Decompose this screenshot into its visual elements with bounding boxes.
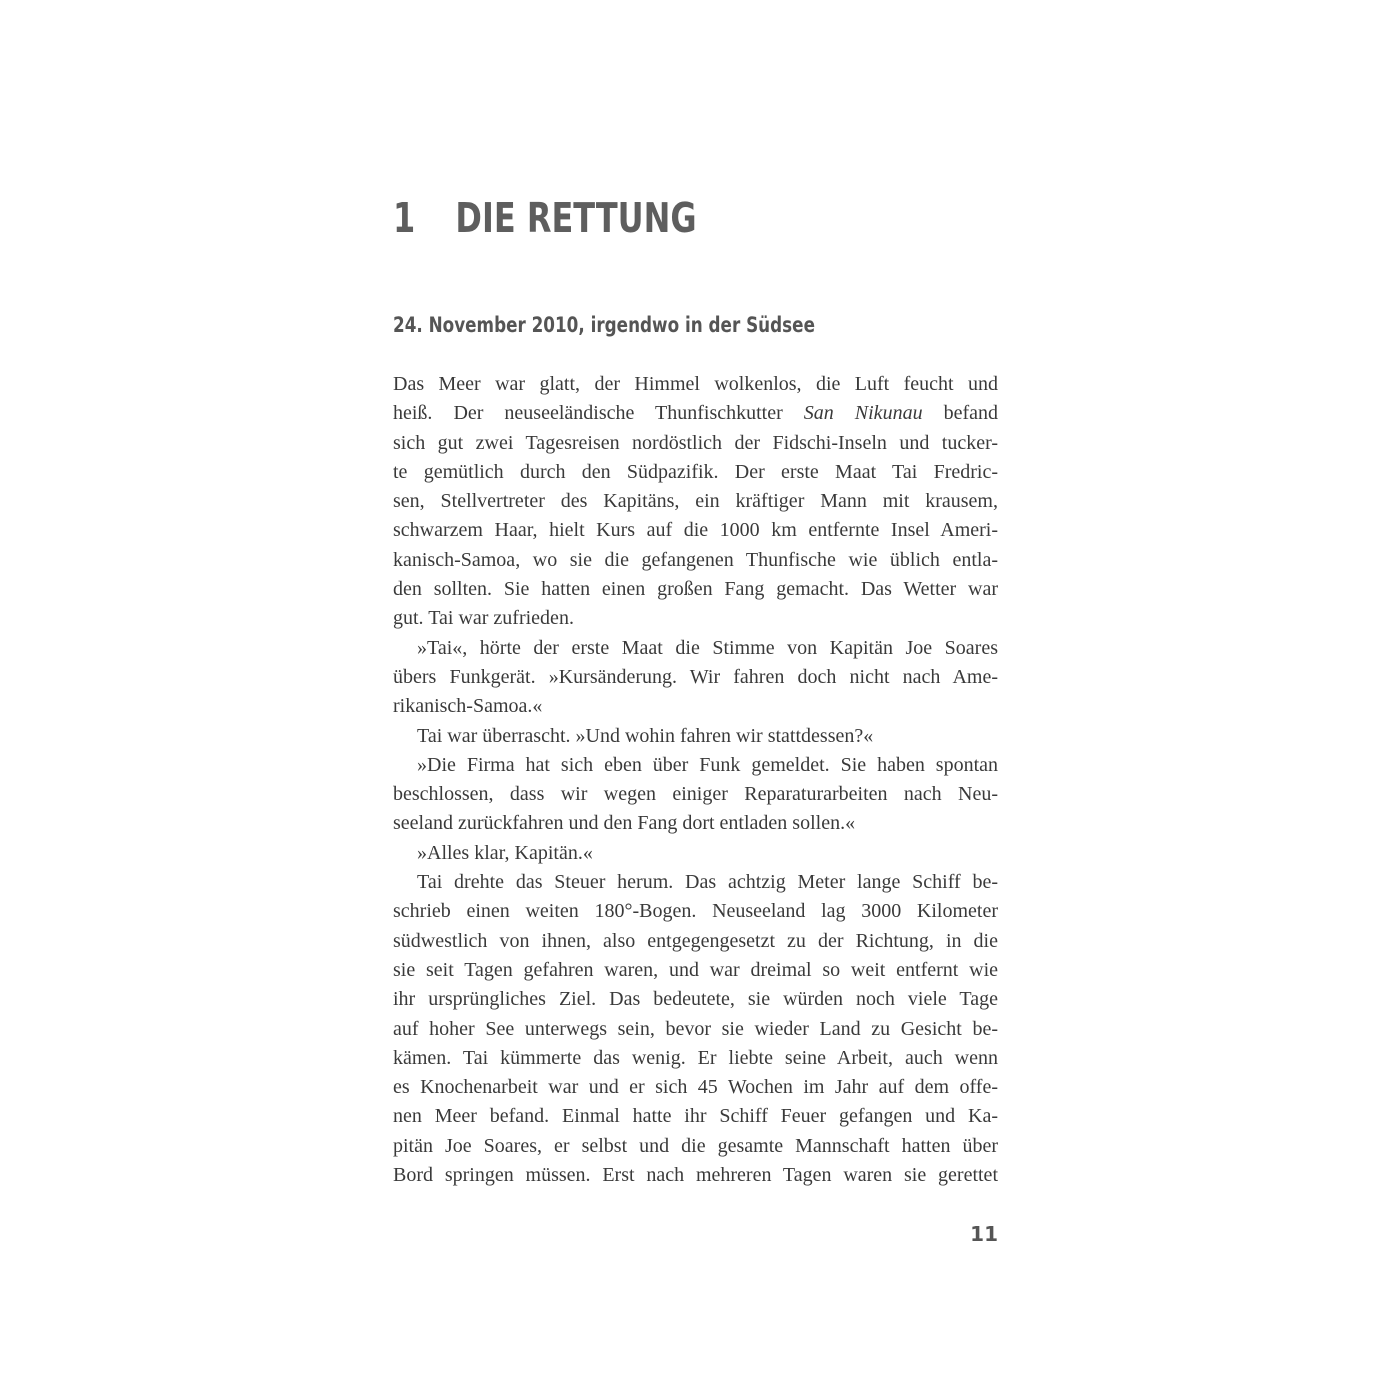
section-heading: 24. November 2010, irgendwo in der Südsee bbox=[393, 313, 815, 337]
page-number: 11 bbox=[970, 1222, 998, 1246]
text-line: Tai drehte das Steuer herum. Das achtzig Meter lange Schiff be- bbox=[417, 871, 998, 894]
text-line: beschlossen, dass wir wegen einiger Reparaturarbeiten nach Neu- bbox=[393, 783, 998, 806]
text-line: sie seit Tagen gefahren waren, und war dreimal so weit entfernt wie bbox=[393, 958, 998, 981]
text-line: auf hoher See unterwegs sein, bevor sie wieder Land zu Gesicht be- bbox=[393, 1017, 998, 1040]
text-line: übers Funkgerät. »Kursänderung. Wir fahren doch nicht nach Ame- bbox=[393, 665, 998, 688]
text-line: te gemütlich durch den Südpazifik. Der erste Maat Tai Fredric- bbox=[393, 460, 998, 483]
text-line: »Die Firma hat sich eben über Funk gemeldet. Sie haben spontan bbox=[417, 753, 998, 776]
text-line: seeland zurückfahren und den Fang dort entladen sollen.« bbox=[393, 812, 856, 835]
ship-name: San Nikunau bbox=[803, 402, 923, 425]
text-line: »Alles klar, Kapitän.« bbox=[417, 841, 593, 864]
text-line: Das Meer war glatt, der Himmel wolkenlos, die Luft feucht und bbox=[393, 373, 998, 395]
body-text bbox=[393, 370, 998, 1190]
text-line: es Knochenarbeit war und er sich 45 Wochen im Jahr auf dem offe- bbox=[393, 1076, 998, 1099]
text-line: schwarzem Haar, hielt Kurs auf die 1000 km entfernte Insel Ameri- bbox=[393, 519, 998, 542]
text-line: »Tai«, hörte der erste Maat die Stimme von Kapitän Joe Soares bbox=[417, 636, 998, 659]
text-line: rikanisch-Samoa.« bbox=[393, 695, 543, 718]
chapter-number: 1 bbox=[393, 194, 416, 242]
chapter-heading bbox=[393, 190, 697, 246]
text-line: pitän Joe Soares, er selbst und die gesamte Mannschaft hatten über bbox=[393, 1134, 998, 1157]
text-line: sen, Stellvertreter des Kapitäns, ein kräftiger Mann mit krausem, bbox=[393, 490, 998, 513]
text-line: Bord springen müssen. Erst nach mehreren Tagen waren sie gerettet bbox=[393, 1164, 998, 1187]
text-segment: heiß. Der neuseeländische Thunfischkutter bbox=[393, 402, 804, 425]
chapter-title: DIE RETTUNG bbox=[455, 194, 697, 242]
text-line: südwestlich von ihnen, also entgegengesetzt zu der Richtung, in die bbox=[393, 929, 998, 952]
text-line: gut. Tai war zufrieden. bbox=[393, 607, 574, 630]
text-line: Tai war überrascht. »Und wohin fahren wir stattdessen?« bbox=[417, 724, 874, 747]
text-segment: befand bbox=[922, 402, 998, 425]
text-line: ihr ursprüngliches Ziel. Das bedeutete, sie würden noch viele Tage bbox=[393, 988, 998, 1011]
text-line: kanisch-Samoa, wo sie die gefangenen Thunfische wie üblich entla- bbox=[393, 548, 998, 571]
text-line: den sollten. Sie hatten einen großen Fang gemacht. Das Wetter war bbox=[393, 578, 998, 601]
text-line: nen Meer befand. Einmal hatte ihr Schiff Feuer gefangen und Ka- bbox=[393, 1105, 998, 1128]
text-line: kämen. Tai kümmerte das wenig. Er liebte seine Arbeit, auch wenn bbox=[393, 1046, 998, 1069]
text-line bbox=[393, 399, 998, 428]
text-line: sich gut zwei Tagesreisen nordöstlich der Fidschi-Inseln und tucker- bbox=[393, 431, 998, 454]
text-line: schrieb einen weiten 180°-Bogen. Neuseeland lag 3000 Kilometer bbox=[393, 900, 998, 923]
